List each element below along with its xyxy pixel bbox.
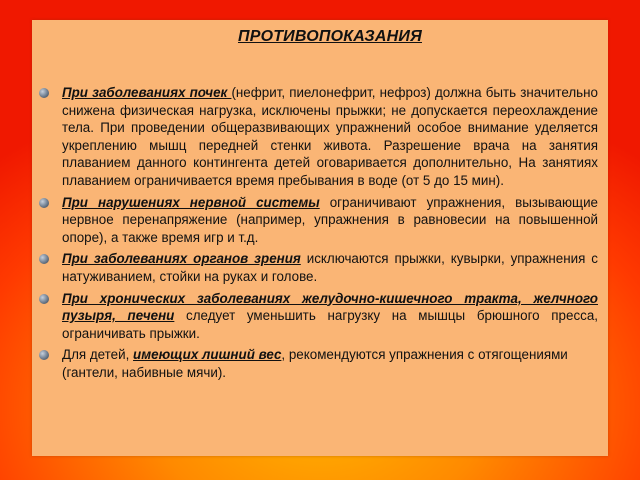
list-item-overweight xyxy=(62,346,598,381)
item-heading: При заболеваниях почек xyxy=(62,85,232,100)
item-text: (нефрит, пиелонефрит, нефроз) должна быть значительно снижена физическая нагрузка, исключены прыжки; не допускается переохлаждение тела. При проведении общеразвивающих упражнений особое внимание уделяется укреплению мышц передней стенки живота. Разрешение врача на занятия плаванием данного контингента детей оговаривается дополнительно, На занятиях плаванием ограничивается время пребывания в воде (от 5 до 15 мин). xyxy=(62,85,598,188)
bullet-icon xyxy=(39,350,49,360)
bullet-icon xyxy=(39,294,49,304)
contraindications-list xyxy=(62,84,598,386)
slide-title: ПРОТИВОПОКАЗАНИЯ xyxy=(237,28,422,45)
bullet-icon xyxy=(39,88,49,98)
list-item-digestive xyxy=(62,290,598,343)
content-panel xyxy=(32,20,608,456)
item-text: исключаются прыжки, кувырки, упражнения с натуживанием, стойки на руках и голове. xyxy=(62,251,598,284)
list-item-vision xyxy=(62,250,598,285)
item-heading: При заболеваниях органов зрения xyxy=(62,251,301,267)
list-item-kidneys xyxy=(62,84,598,190)
item-heading: имеющих лишний вес xyxy=(133,347,282,363)
bullet-icon xyxy=(39,254,49,264)
item-prefix: Для детей, xyxy=(62,347,134,363)
item-text: следует уменьшить нагрузку на мышцы брюшного пресса, ограничивать прыжки. xyxy=(62,308,598,341)
bullet-icon xyxy=(39,198,49,208)
item-text: , рекомендуются упражнения с отягощениями (гантели, набивные мячи). xyxy=(62,347,568,380)
item-text: ограничивают упражнения, вызывающие нервное перенапряжение (например, упражнения в равновесии на повышенной опоре), а также время игр и т.д. xyxy=(62,194,598,245)
list-item-nervous-system xyxy=(62,194,598,247)
item-heading: При нарушениях нервной системы xyxy=(62,194,320,210)
item-heading: При хронических заболеваниях желудочно-кишечного тракта, желчного пузыря, печени xyxy=(62,290,598,324)
